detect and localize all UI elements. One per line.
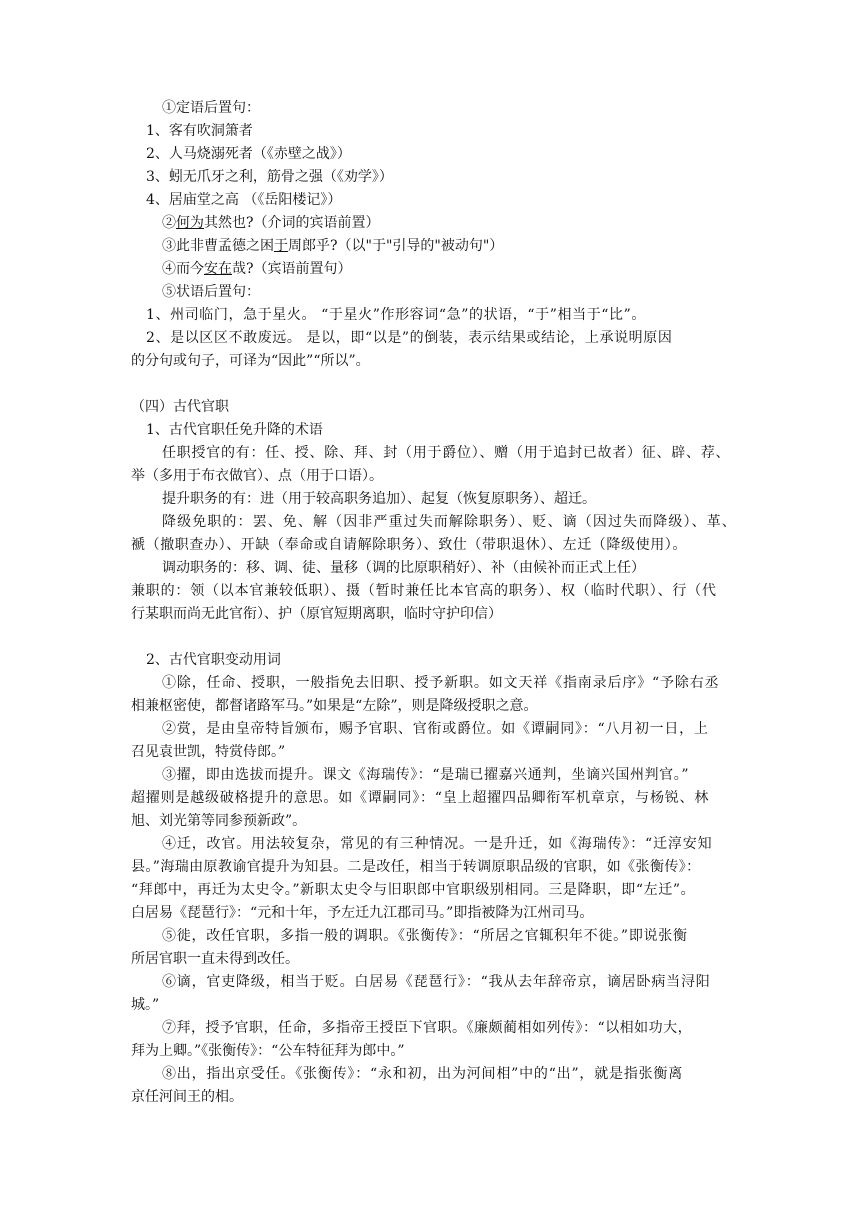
text-segment: 哉?（宾语前置句） — [232, 261, 352, 277]
text-line: ⑤状语后置句： — [162, 284, 260, 300]
text-line: 1、古代官职任免升降的术语 — [146, 422, 323, 438]
text-line — [162, 235, 503, 258]
text-line: ⑥谪，官吏降级，相当于贬。白居易《琵琶行》：“我从去年辞帝京，谪居卧病当浔阳 — [162, 974, 711, 990]
underlined-text: 安在 — [204, 261, 232, 277]
text-line: 白居易《琵琶行》：“元和十年，予左迁九江郡司马。”即指被降为江州司马。 — [131, 905, 594, 921]
text-line: 召见袁世凯，特赏侍郎。” — [131, 744, 286, 760]
text-segment: ③此非曹孟德之困 — [162, 238, 274, 254]
text-line: 4、居庙堂之高 （《岳阳楼记》） — [146, 192, 342, 208]
text-line — [162, 258, 352, 281]
text-line: 1、州司临门，急于星火。 “于星火”作形容词“急”的状语，“于”相当于“比”。 — [146, 307, 647, 323]
text-line: ④迁，改官。用法较复杂，常见的有三种情况。一是升迁，如《海瑞传》：“迁淳安知 — [162, 836, 713, 852]
text-line: ①定语后置句： — [162, 100, 260, 116]
text-segment: 其然也?（介词的宾语前置） — [204, 215, 380, 231]
text-line: 2、人马烧溺死者（《赤壁之战》） — [146, 146, 351, 162]
text-segment: ④而今 — [162, 261, 204, 277]
text-line: 褫（撤职查办）、开缺（奉命或自请解除职务）、致仕（带职退休）、左迁（降级使用）。 — [131, 537, 687, 553]
text-line: 超擢则是越级破格提升的意思。如《谭嗣同》：“皇上超擢四品卿衔军机章京，与杨锐、林 — [131, 790, 710, 806]
text-line — [162, 212, 380, 235]
text-line: （四）古代官职 — [131, 399, 229, 415]
text-line: 所居官职一直未得到改任。 — [131, 951, 299, 967]
text-line: 举（多用于布衣做官）、点（用于口语）。 — [131, 468, 383, 484]
text-line: ⑧出，指出京受任。《张衡传》：“永和初，出为河间相”中的“出”，就是指张衡离 — [162, 1066, 684, 1082]
text-segment: ② — [162, 215, 176, 231]
text-line: “拜郎中，再迁为太史令。”新职太史令与旧职郎中官职级别相同。三是降职，即“左迁”。 — [131, 882, 696, 898]
text-line: 京任河间王的相。 — [131, 1089, 243, 1105]
text-segment: 周郎乎?（以"于"引导的"被动句"） — [288, 238, 504, 254]
text-line: ①除，任命、授职，一般指免去旧职、授予新职。如文天祥《指南录后序》“予除右丞 — [162, 675, 720, 691]
text-line: 拜为上卿。”《张衡传》：“公车特征拜为郎中。” — [131, 1043, 405, 1059]
text-line: 1、客有吹洞箫者 — [146, 123, 253, 139]
text-line: 任职授官的有：任、授、除、拜、封（用于爵位）、赠（用于追封已故者）征、辟、荐、 — [162, 445, 731, 461]
text-line: 行某职而尚无此官衔）、护（原官短期离职，临时守护印信） — [131, 606, 502, 622]
text-line: 旭、刘光第等同参预新政”。 — [131, 813, 307, 829]
text-line: 2、古代官职变动用词 — [146, 652, 281, 668]
text-line: 2、是以区区不敢废远。 是以，即“以是”的倒装，表示结果或结论，上承说明原因 — [146, 330, 673, 346]
text-line: ⑤徙，改任官职，多指一般的调职。《张衡传》：“所居之官辄积年不徙。”即说张衡 — [162, 928, 688, 944]
text-line: 降级免职的：罢、免、解（因非严重过失而解除职务）、贬、谪（因过失而降级）、革、 — [162, 514, 737, 530]
underlined-text: 于 — [274, 238, 288, 254]
text-line: ③擢，即由选拔而提升。课文《海瑞传》：“是瑞已擢嘉兴通判，坐谪兴国州判官。” — [162, 767, 690, 783]
text-line: 调动职务的：移、调、徒、量移（调的比原职稍好）、补（由候补而正式上任） — [162, 560, 645, 576]
text-line: 的分句或句子，可译为“因此”“所以”。 — [131, 353, 370, 369]
text-line: 提升职务的有：进（用于较高职务追加）、起复（恢复原职务）、超迁。 — [162, 491, 596, 507]
text-line: ⑦拜，授予官职，任命，多指帝王授臣下官职。《廉颇蔺相如列传》：“以相如功大， — [162, 1020, 693, 1036]
text-line: 3、蚓无爪牙之利，筋骨之强（《劝学》） — [146, 169, 393, 185]
text-line: 城。” — [131, 997, 160, 1013]
text-line: ②赏，是由皇帝特旨颁布，赐予官职、官衔或爵位。如《谭嗣同》：“八月初一日，上 — [162, 721, 709, 737]
text-line: 兼职的：领（以本官兼较低职）、摄（暂时兼任比本官高的职务）、权（临时代职）、行（代 — [131, 583, 717, 599]
underlined-text: 何为 — [176, 215, 204, 231]
text-line: 县。”海瑞由原教谕官提升为知县。二是改任，相当于转调原职品级的官职，如《张衡传》： — [131, 859, 701, 875]
text-line: 相兼枢密使，都督诸路军马。”如果是“左除”，则是降级授职之意。 — [131, 698, 538, 714]
